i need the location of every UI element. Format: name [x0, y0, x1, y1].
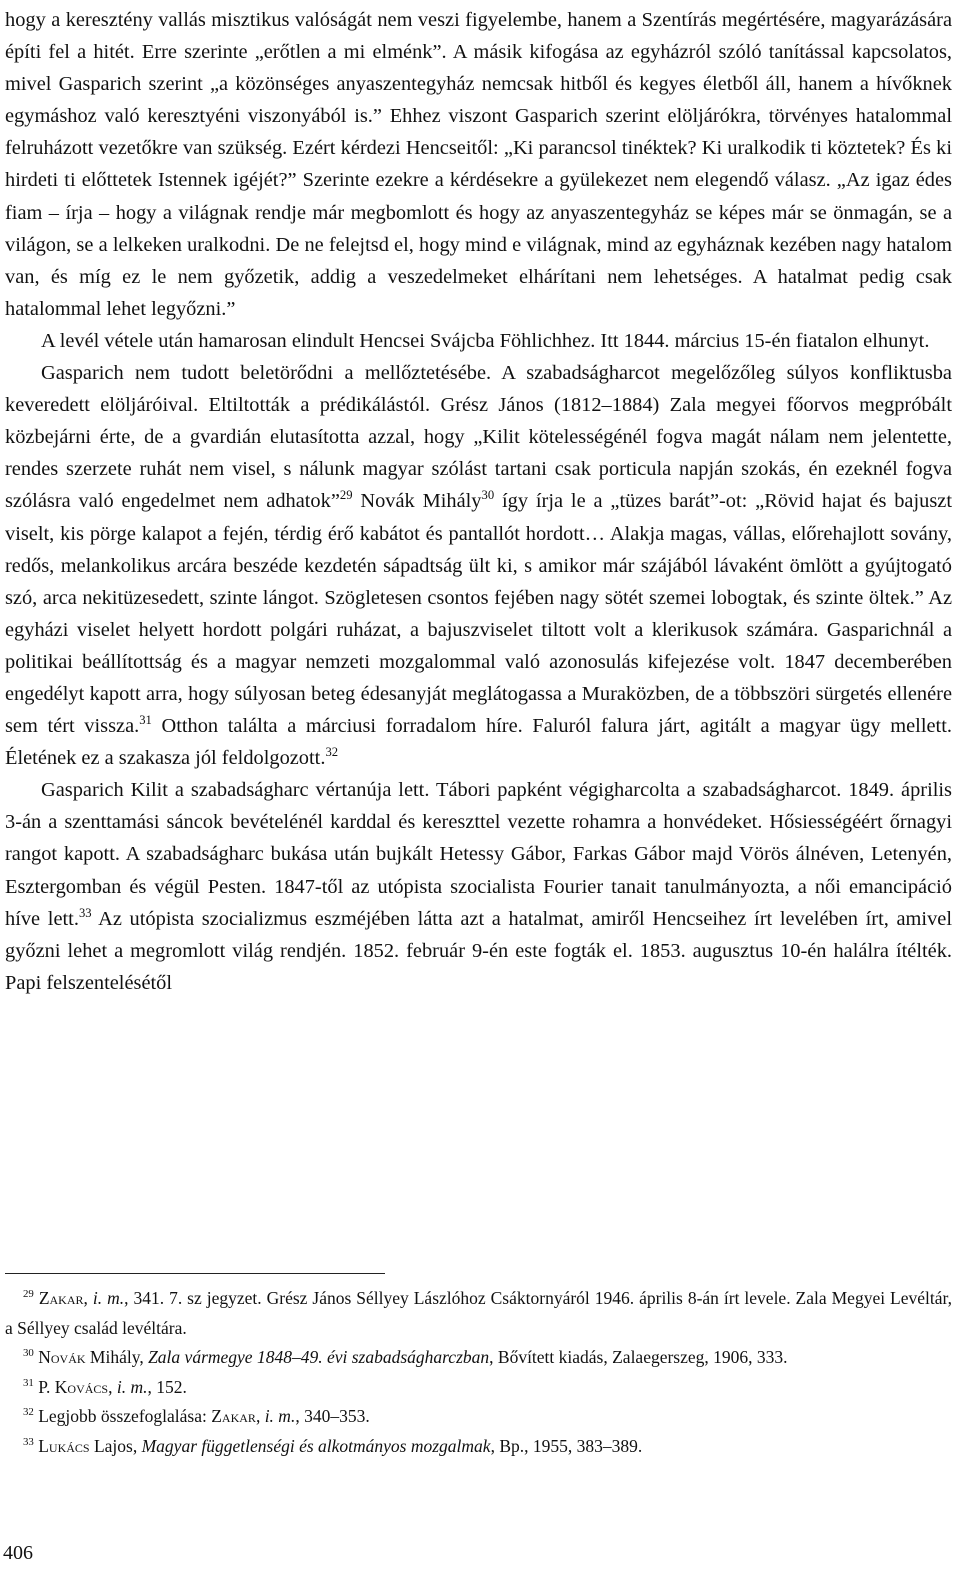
- paragraph-3: [5, 357, 952, 774]
- paragraph-3-text-d: Otthon találta a márciusi forradalom híre. Faluról falura járt, agitált a magyar ügy mellett. Életének ez a szakasza jól feldolgozott.: [5, 715, 952, 770]
- paragraph-4: [5, 774, 952, 999]
- footnote-number: 30: [23, 1347, 34, 1360]
- footnote-text: , 341. 7. sz jegyzet. Grész János Séllyey Lászlóhoz Csáktornyáról 1946. április 8-án írt levele. Zala Megyei Levéltár, a Séllyey család levéltára.: [5, 1288, 953, 1338]
- page-number: 406: [3, 1542, 33, 1564]
- footnote-text: P.: [38, 1376, 55, 1397]
- footnote-im: i. m.: [264, 1406, 296, 1426]
- footnote-author: Novák: [38, 1347, 86, 1367]
- footnote-text: Lajos,: [89, 1435, 142, 1456]
- paragraph-2: [5, 325, 952, 357]
- footnote-33: [5, 1432, 952, 1462]
- footnote-number: 31: [23, 1376, 34, 1389]
- footnote-text: , 152.: [147, 1376, 187, 1397]
- footnote-31: [5, 1373, 952, 1403]
- footnote-text: ,: [255, 1406, 265, 1426]
- paragraph-3-text-a: Gasparich nem tudott beletörődni a mellőztetésébe. A szabadságharcot megelőzőleg súlyos konfliktusba keveredett elöljáróival. Eltiltották a prédikálástól. Grész János (1812–1884) Zala megyei főorvos megpróbált közbejárni érte, de a gvardián elutasította azzal, hogy „Kilit kötelességénél fogva magát nálam nem jelentette, rendes szerzete ruhát nem visel, s nálunk magyar szólást tartani csak porticula napján szokás, én ezeknél fogva szólásra való engedelmet nem adhatok”: [5, 362, 952, 513]
- footnotes: [5, 1284, 952, 1461]
- footnote-im: i. m.: [92, 1288, 125, 1308]
- footnote-text: ,: [108, 1376, 117, 1397]
- footnote-32: [5, 1402, 952, 1432]
- paragraph-1: [5, 4, 952, 325]
- paragraph-1-text: hogy a keresztény vallás misztikus valóságát nem veszi figyelembe, hanem a Szentírás megértésére, magyarázására építi fel a hitét. Erre szerinte „erőtlen a mi elménk”. A másik kifogása az egyházról szóló tanítással kapcsolatos, mivel Gasparich szerint „a közönséges anyaszentegyház nemcsak hitből és kegyes életből áll, hanem a hívőknek egymáshoz való keresztyéni viszonyából is.” Ehhez viszont Gasparich szerint elöljárókra, törvényes hatalommal felruházott vezetőkre van szükség. Ezért kérdezi Hencseitől: „Ki parancsol tinéktek? Ki uralkodik ti köztetek? És ki hirdeti ti előttetek Istennek igéjét?” Szerinte ezekre a kérdésekre a gyülekezet nem elegendő válasz. „Az igaz édes fiam – írja – hogy a világnak rendje már megbomlott és hogy az anyaszentegyház se képes már se önmagán, se a világon, se a lelkeken uralkodni. De ne felejtsd el, hogy mind e világnak, mind az egyháznak kezében nagy hatalom van, és míg ez le nem győzetik, addig a veszedelmeket elhárítani nem lehetséges. A hatalmat pedig csak hatalommal lehet legyőzni.”: [5, 9, 952, 320]
- footnote-ref-29[interactable]: 29: [339, 488, 353, 503]
- footnote-ref-32[interactable]: 32: [325, 745, 339, 760]
- paragraph-3-text-c: így írja le a „tüzes barát”-ot: „Rövid hajat és bajuszt viselt, kis pörge kalapot a fején, térdig érő kabátot és pantallót hordott… Alakja magas, vállas, előrehajlott sovány, redős, melankolikus arcára beszéde kezdetén sápadtság ült ki, s amikor már szájából lávaként ömlött a gyújtogató szó, arca nekitüzesedett, szinte lángot. Szögletesen csontos fejében nagy sötét szemei lobogtak, és szinte öltek.” Az egyházi viselet helyett hordott polgári ruházat, a bajuszviselet tiltott volt a klerikusok számára. Gasparichnál a politikai beállítottság és a magyar nemzeti mozgalommal való azonosulás kifejezése volt. 1847 decemberében engedélyt kapott arra, hogy súlyosan beteg édesanyját meglátogassa a Muraközben, de a többszöri sürgetés ellenére sem tért vissza.: [5, 490, 952, 738]
- footnote-author: Zakar: [38, 1288, 84, 1308]
- footnote-text: , 340–353.: [295, 1406, 370, 1426]
- paragraph-4-text-b: Az utópista szocializmus eszméjében látta azt a hatalmat, amiről Hencseihez írt levelében írt, amivel győzni lehet a megromlott világ rendjén. 1852. február 9-én este fogták el. 1853. augusztus 10-én halálra ítélték. Papi felszentelésétől: [5, 907, 952, 994]
- body-text: [5, 4, 952, 999]
- footnote-title: Zala vármegye 1848–49. évi szabadságharczban: [148, 1347, 490, 1367]
- footnote-separator: [5, 1273, 385, 1274]
- footnote-ref-33[interactable]: 33: [78, 905, 92, 920]
- footnote-29: $^{29}$ Zakar, i. m., 341. 7. sz jegyzet. Grész János Séllyey Lászlóhoz Csáktornyáról 1946. április 8-án írt levele. Zala Megyei Levéltár, a Séllyey család levéltára.: [5, 1288, 953, 1338]
- footnote-author: Zakar: [211, 1406, 256, 1426]
- footnote-number: 33: [23, 1435, 34, 1448]
- footnote-text: Mihály,: [85, 1347, 149, 1367]
- footnote-text: , Bővített kiadás, Zalaegerszeg, 1906, 333.: [489, 1347, 788, 1367]
- footnote-author: Lukács: [38, 1435, 90, 1456]
- footnote-30: [5, 1343, 952, 1373]
- paragraph-3-text-b: Novák Mihály: [352, 490, 482, 513]
- footnote-title: Magyar függetlenségi és alkotmányos mozgalmak: [141, 1435, 491, 1456]
- footnote-number: 32: [23, 1406, 34, 1419]
- footnote-text: Legjobb összefoglalása:: [38, 1406, 212, 1426]
- footnote-ref-30[interactable]: 30: [481, 488, 495, 503]
- footnote-number: 29: [23, 1288, 34, 1301]
- footnote-im: i. m.: [116, 1376, 148, 1397]
- paragraph-4-text-a: Gasparich Kilit a szabadságharc vértanúja lett. Tábori papként végigharcolta a szabadságharcot. 1849. április 3-án a szenttamási sáncok bevételénél karddal és kereszttel vezette rohamra a honvédeket. Hősiességéért őrnagyi rangot kapott. A szabadságharc bukása után bujkált Hetessy Gábor, Farkas Gábor majd Vörös álnéven, Letenyén, Esztergomban és végül Pesten. 1847-től az utópista szocialista Fourier tanait tanulmányozta, a női emancipáció híve lett.: [5, 779, 952, 930]
- footnote-author: Kovács: [54, 1376, 109, 1397]
- paragraph-2-text: A levél vétele után hamarosan elindult Hencsei Svájcba Föhlichhez. Itt 1844. március 15-én fiatalon elhunyt.: [41, 329, 930, 352]
- footnote-text: , Bp., 1955, 383–389.: [490, 1435, 643, 1456]
- footnote-ref-31[interactable]: 31: [139, 713, 152, 728]
